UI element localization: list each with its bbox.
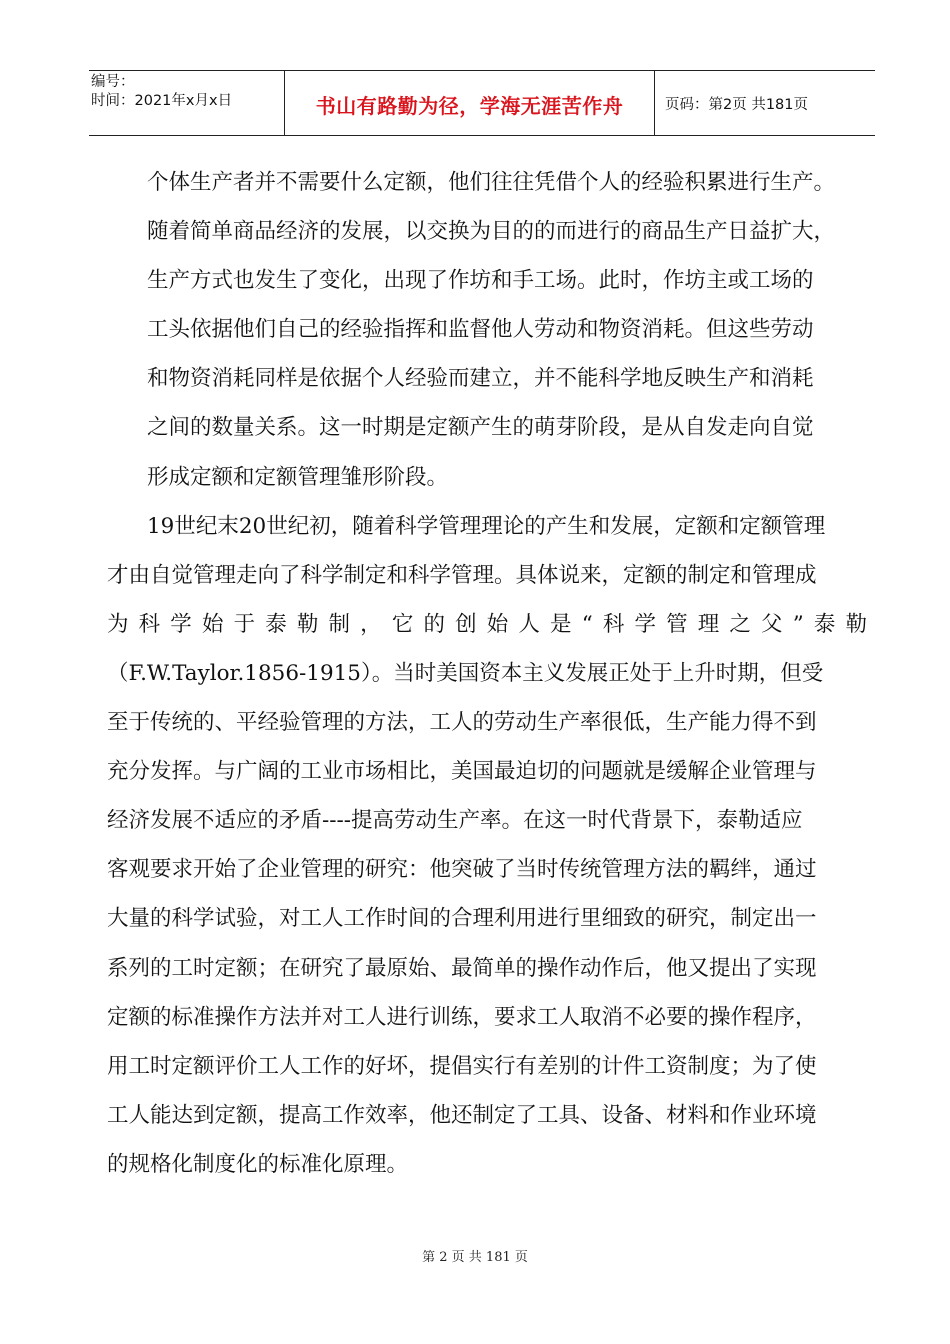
body-line: 系列的工时定额；在研究了最原始、最简单的操作动作后，他又提出了实现 xyxy=(107,955,817,981)
body-line: 至于传统的、平经验管理的方法，工人的劳动生产率很低，生产能力得不到 xyxy=(107,710,817,736)
serial-number-label: 编号： xyxy=(91,74,135,90)
page-footer xyxy=(0,1246,950,1265)
body-line: 为科学始于泰勒制，它的创始人是“科学管理之父”泰勒 xyxy=(107,611,867,637)
body-line: 形成定额和定额管理雏形阶段。 xyxy=(147,464,449,490)
body-line: 和物资消耗同样是依据个人经验而建立，并不能科学地反映生产和消耗 xyxy=(147,366,814,392)
body-line: 用工时定额评价工人工作的好坏，提倡实行有差别的计件工资制度；为了使 xyxy=(107,1053,817,1079)
body-line: 个体生产者并不需要什么定额，他们往往凭借个人的经验积累进行生产。 xyxy=(147,170,836,195)
body-line: 才由自觉管理走向了科学制定和科学管理。具体说来，定额的制定和管理成 xyxy=(107,562,817,588)
body-line: 工头依据他们自己的经验指挥和监督他人劳动和物资消耗。但这些劳动 xyxy=(147,317,814,343)
body-line: 生产方式也发生了变化，出现了作坊和手工场。此时，作坊主或工场的 xyxy=(147,268,814,294)
body-line: 19世纪末20世纪初，随着科学管理理论的产生和发展，定额和定额管理 xyxy=(147,513,826,539)
body-line: 充分发挥。与广阔的工业市场相比，美国最迫切的问题就是缓解企业管理与 xyxy=(107,759,817,785)
header-meta-cell xyxy=(89,71,285,135)
document-header xyxy=(89,70,875,136)
body-line: 经济发展不适应的矛盾----提高劳动生产率。在这一时代背景下，泰勒适应 xyxy=(107,808,803,834)
body-line: 定额的标准操作方法并对工人进行训练，要求工人取消不必要的操作程序， xyxy=(107,1004,817,1030)
body-line: 工人能达到定额，提高工作效率，他还制定了工具、设备、材料和作业环境 xyxy=(107,1102,817,1128)
document-body xyxy=(107,158,867,1189)
motto-text: 书山有路勤为径，学海无涯苦作舟 xyxy=(315,93,624,118)
body-line: 客观要求开始了企业管理的研究：他突破了当时传统管理方法的羁绊，通过 xyxy=(107,857,817,883)
body-line: （F.W.Taylor.1856-1915）。当时美国资本主义发展正处于上升时期，但受 xyxy=(107,660,824,686)
date-label: 时间：2021年x月x日 xyxy=(91,93,233,109)
body-line: 随着简单商品经济的发展，以交换为目的的而进行的商品生产日益扩大， xyxy=(147,219,836,245)
footer-page-number: 第 2 页 共 181 页 xyxy=(422,1250,528,1265)
body-line: 的规格化制度化的标准化原理。 xyxy=(107,1151,409,1177)
body-line: 大量的科学试验，对工人工作时间的合理利用进行里细致的研究，制定出一 xyxy=(107,906,817,932)
body-line: 之间的数量关系。这一时期是定额产生的萌芽阶段，是从自发走向自觉 xyxy=(147,415,814,441)
page-info-label: 页码：第2页 共181页 xyxy=(665,96,809,113)
header-motto-cell xyxy=(285,71,655,135)
header-page-cell xyxy=(655,71,875,135)
